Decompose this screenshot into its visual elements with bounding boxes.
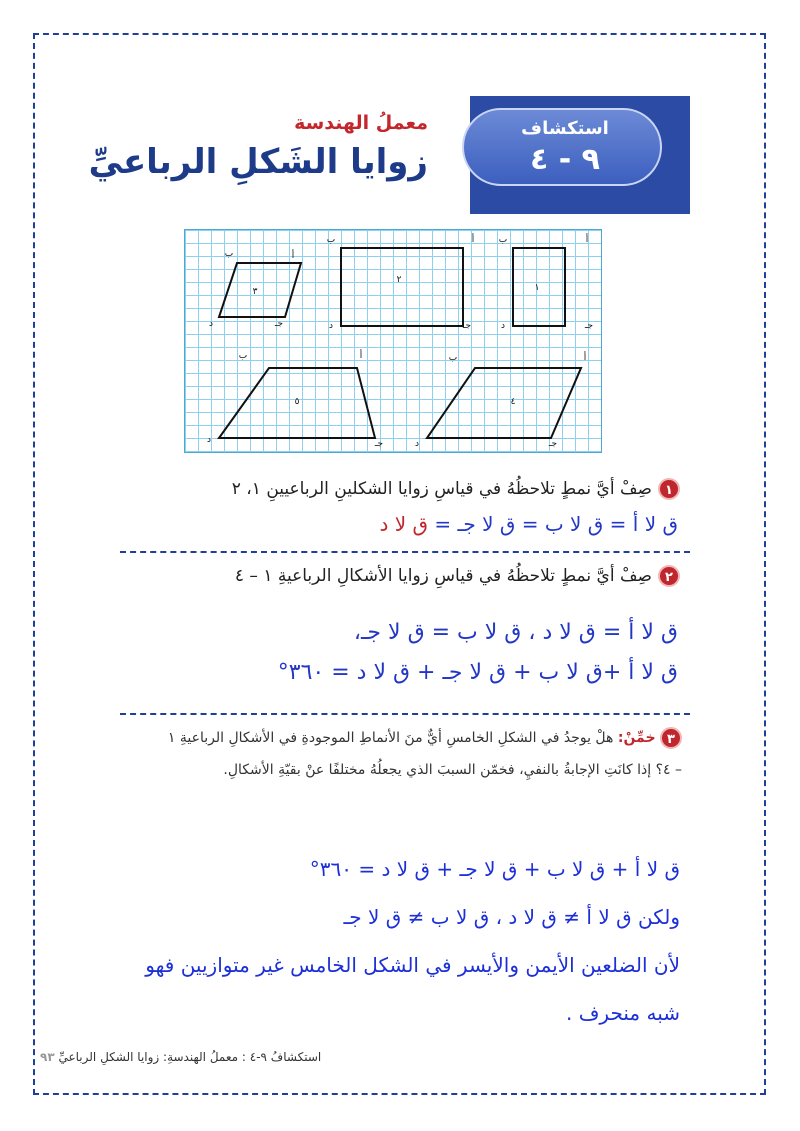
lesson-title: زوايا الشَكلِ الرباعيِّ xyxy=(88,142,428,182)
s5-vertex-d: د xyxy=(206,435,212,445)
s2-vertex-b: ب xyxy=(326,235,336,245)
shape-3-number: ٣ xyxy=(252,287,258,297)
s3-vertex-d: د xyxy=(208,319,214,329)
shape-3-rhombus xyxy=(219,263,301,317)
s1-vertex-a: أ xyxy=(585,235,589,245)
s4-vertex-b: ب xyxy=(448,353,458,363)
question-3 xyxy=(162,722,682,786)
lab-title: معملُ الهندسة xyxy=(294,112,428,134)
question-3-number: ٣ xyxy=(660,727,682,749)
answer-3-line-1: ق لا أ + ق لا ب + ق لا جـ + ق لا د = ٣٦٠° xyxy=(309,857,680,881)
shape-2-rectangle xyxy=(341,248,463,326)
question-1-text: صِفْ أيَّ نمطٍ تلاحظُهُ في قياسِ زوايا الشكلينِ الرباعيينِ ١، ٢ xyxy=(231,479,652,499)
question-1 xyxy=(232,478,680,500)
page-number: ٩٣ xyxy=(40,1050,55,1064)
separator-2 xyxy=(120,713,690,715)
separator-1 xyxy=(120,551,690,553)
s2-vertex-a: أ xyxy=(471,235,475,245)
footer-text: استكشافُ ٩-٤ : معملُ الهندسةِ: زوايا الشكلِ الرباعيِّ xyxy=(58,1050,322,1064)
badge-label: استكشاف xyxy=(521,118,609,139)
s5-vertex-c: جـ xyxy=(374,439,384,449)
question-2-number: ٢ xyxy=(658,565,680,587)
shape-4-parallelogram xyxy=(427,368,581,438)
hot-label: خمِّنْ: xyxy=(617,730,656,746)
s1-vertex-d: د xyxy=(500,321,506,331)
question-2 xyxy=(235,565,680,587)
quadrilaterals-grid xyxy=(184,229,602,453)
answer-3-line-2: ولكن ق لا أ ≠ ق لا د ، ق لا ب ≠ ق لا جـ xyxy=(343,905,680,929)
shape-4-number: ٤ xyxy=(510,397,516,407)
shape-2-number: ٢ xyxy=(396,275,402,285)
s4-vertex-a: أ xyxy=(583,353,587,363)
question-1-number: ١ xyxy=(658,478,680,500)
page-footer xyxy=(40,1050,380,1064)
s3-vertex-a: أ xyxy=(291,251,295,261)
s5-vertex-b: ب xyxy=(238,351,248,361)
question-3-text: هلْ يوجدُ في الشكلِ الخامسِ أيٌّ منَ الأنماطِ الموجودةِ في الأشكالِ الرباعيةِ ١ – ٤؟ إذا كانَتِ الإجابةُ بالنفيِ، فخمّن السببَ الذي يجعلُهُ مختلفًا عنْ بقيّةِ الأشكالِ. xyxy=(167,730,682,778)
answer-1 xyxy=(380,512,679,536)
s4-vertex-c: جـ xyxy=(548,439,558,449)
answer-2-line-2: ق لا أ +ق لا ب + ق لا جـ + ق لا د = ٣٦٠° xyxy=(277,660,678,685)
question-2-text: صِفْ أيَّ نمطٍ تلاحظُهُ في قياسِ زوايا الأشكالِ الرباعيةِ ١ – ٤ xyxy=(234,566,652,586)
s4-vertex-d: د xyxy=(414,439,420,449)
answer-2-line-1: ق لا أ = ق لا د ، ق لا ب = ق لا جـ، xyxy=(353,620,678,645)
shape-1-number: ١ xyxy=(534,283,540,293)
answer-3-line-4: شبه منحرف . xyxy=(565,1001,680,1025)
answer-1-red: ق لا د xyxy=(379,512,429,536)
shape-5-number: ٥ xyxy=(294,397,300,407)
s5-vertex-a: أ xyxy=(359,351,363,361)
answer-3-line-3: لأن الضلعين الأيمن والأيسر في الشكل الخامس غير متوازيين فهو xyxy=(145,953,680,977)
s1-vertex-b: ب xyxy=(498,235,508,245)
answer-1-blue: ق لا أ = ق لا ب = ق لا جـ = xyxy=(434,512,678,536)
s2-vertex-c: جـ xyxy=(462,321,472,331)
s3-vertex-b: ب xyxy=(224,249,234,259)
s3-vertex-c: جـ xyxy=(274,319,284,329)
quadrilaterals-figure xyxy=(185,230,601,452)
s2-vertex-d: د xyxy=(328,321,334,331)
s1-vertex-c: جـ xyxy=(584,321,594,331)
badge-number: ٩ - ٤ xyxy=(530,142,600,177)
